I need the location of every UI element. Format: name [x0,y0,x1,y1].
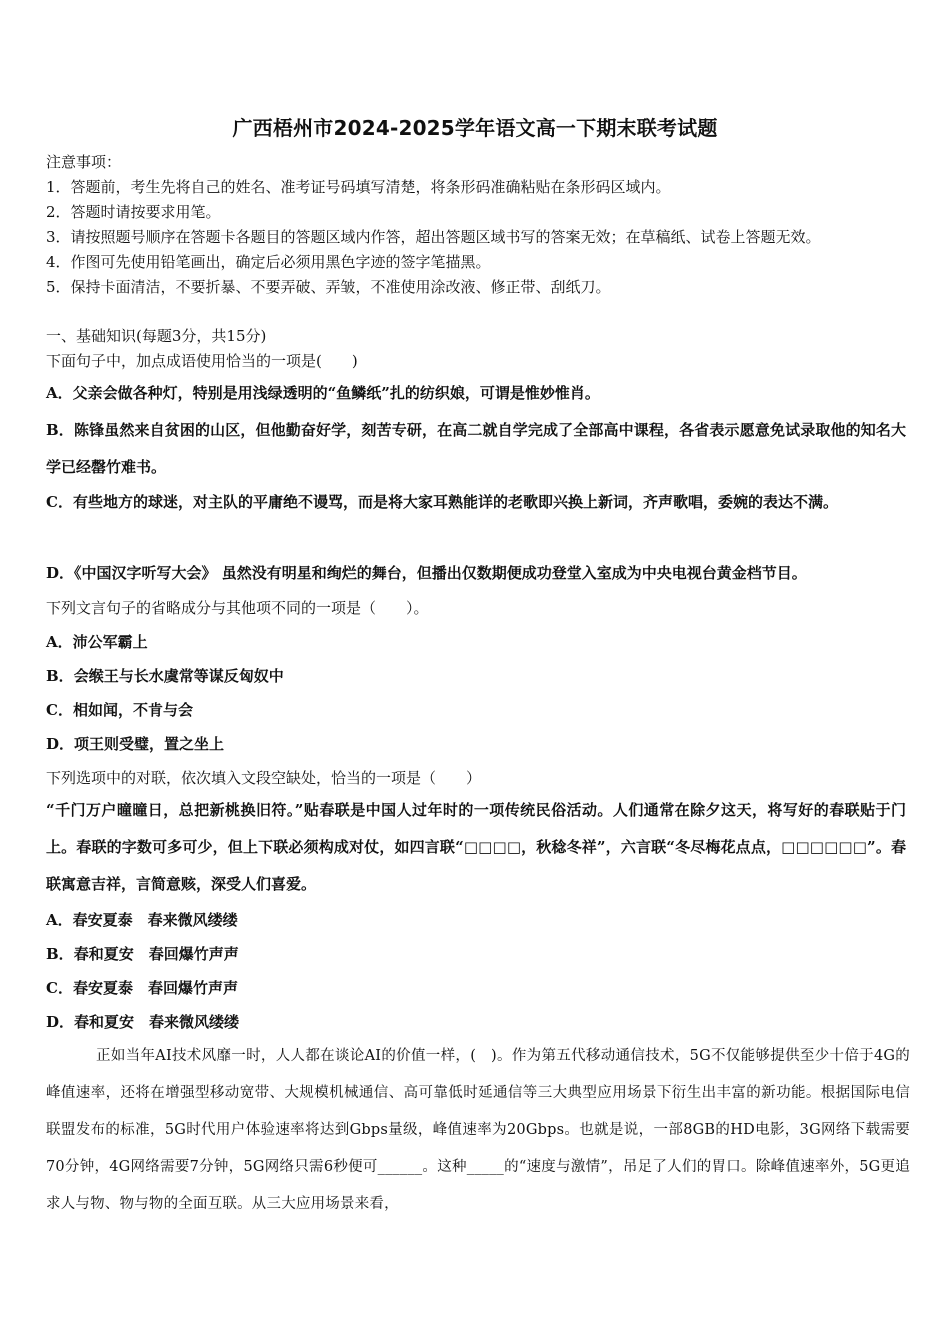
q3-option-c [46,978,238,998]
option-text: 有些地方的球迷，对主队的平庸绝不谩骂，而是将大家耳熟能详的老歌即兴换上新词，齐声歌唱，委婉的表达不满。 [72,493,838,511]
q1-option-a [46,375,906,412]
option-text: 《中国汉字听写大会》 虽然没有明星和绚烂的舞台，但播出仅数期便成功登堂入室成为中央电视台黄金档节目。 [74,564,807,582]
option-label: D． [46,564,75,582]
q3-stem: 下列选项中的对联，依次填入文段空缺处，恰当的一项是（ ） [46,769,482,787]
q2-option-c [46,700,193,720]
q1-option-c [46,484,906,521]
option-label: B． [46,667,74,685]
q3-option-d [46,1012,239,1032]
notice-item-2: 2．答题时请按要求用笔。 [46,203,221,221]
section-heading: 一、基础知识(每题3分，共15分) [46,327,267,345]
option-label: D． [46,735,75,753]
option-label: B． [46,945,74,963]
q1-option-b [46,412,906,486]
notice-item-4: 4．作图可先使用铅笔画出，确定后必须用黑色字迹的签字笔描黑。 [46,253,491,271]
notice-item-1: 1．答题前，考生先将自己的姓名、准考证号码填写清楚，将条形码准确粘贴在条形码区域内。 [46,178,671,196]
option-text: 会缑王与长水虞常等谋反匈奴中 [73,667,284,685]
option-label: A． [46,633,73,651]
option-label: D． [46,1013,75,1031]
option-label: C． [46,979,73,997]
option-text: 春和夏安 春来微风缕缕 [74,1013,240,1031]
q2-option-d [46,734,224,754]
q1-stem: 下面句子中，加点成语使用恰当的一项是( ) [46,352,358,370]
option-text: 春安夏泰 春来微风缕缕 [72,911,238,929]
option-label: A． [46,384,73,402]
notice-item-5: 5．保持卡面清洁，不要折暴、不要弄破、弄皱，不准使用涂改液、修正带、刮纸刀。 [46,278,611,296]
option-text: 相如闻，不肯与会 [72,701,193,719]
option-label: C． [46,493,73,511]
q2-option-b [46,666,284,686]
option-text: 项王则受璧，置之坐上 [74,735,225,753]
q4-passage: 正如当年AI技术风靡一时，人人都在谈论AI的价值一样，( )。作为第五代移动通信技术，5G不仅能够提供至少十倍于4G的峰值速率，还将在增强型移动宽带、大规模机械通信、高可靠低时延通信等三大典型应用场景下衍生出丰富的新功能。根据国际电信联盟发布的标准，5G时代用户体验速率将达到Gbps量级，峰值速率为20Gbps。也就是说，一部8GB的HD电影，3G网络下载需要70分钟，4G网络需要7分钟，5G网络只需6秒便可______。这种_____的“速度与激情”，吊足了人们的胃口。除峰值速率外，5G更追求人与物、物与物的全面互联。从三大应用场景来看， [46,1048,910,1212]
q1-option-d [46,555,906,592]
option-text: 春和夏安 春回爆竹声声 [73,945,239,963]
q3-option-b [46,944,239,964]
option-label: A． [46,911,73,929]
option-text: 陈锋虽然来自贫困的山区，但他勤奋好学，刻苦专研，在高二就自学完成了全部高中课程，各省表示愿意免试录取他的知名大学已经罄竹难书。 [46,421,906,476]
option-text: 父亲会做各种灯，特别是用浅绿透明的“鱼鳞纸”扎的纺织娘，可谓是惟妙惟肖。 [72,384,600,402]
option-label: B． [46,421,74,439]
option-text: 春安夏泰 春回爆竹声声 [72,979,238,997]
q3-option-a [46,910,238,930]
notice-heading: 注意事项： [46,153,122,171]
page-title: 广西梧州市2024-2025学年语文高一下期末联考试题 [232,116,718,140]
notice-item-3: 3．请按照题号顺序在答题卡各题目的答题区域内作答，超出答题区域书写的答案无效；在草稿纸、试卷上答题无效。 [46,228,821,246]
option-label: C． [46,701,73,719]
q2-option-a [46,632,148,652]
q3-passage: “千门万户曈曈日，总把新桃换旧符。”贴春联是中国人过年时的一项传统民俗活动。人们通常在除夕这天，将写好的春联贴于门上。春联的字数可多可少，但上下联必须构成对仗，如四言联“□□□□，秋稔冬祥”，六言联“冬尽梅花点点，□□□□□□”。春联寓意吉祥，言简意赅，深受人们喜爱。 [46,801,906,893]
q2-stem: 下列文言句子的省略成分与其他项不同的一项是（ ）。 [46,599,429,617]
option-text: 沛公军霸上 [72,633,148,651]
